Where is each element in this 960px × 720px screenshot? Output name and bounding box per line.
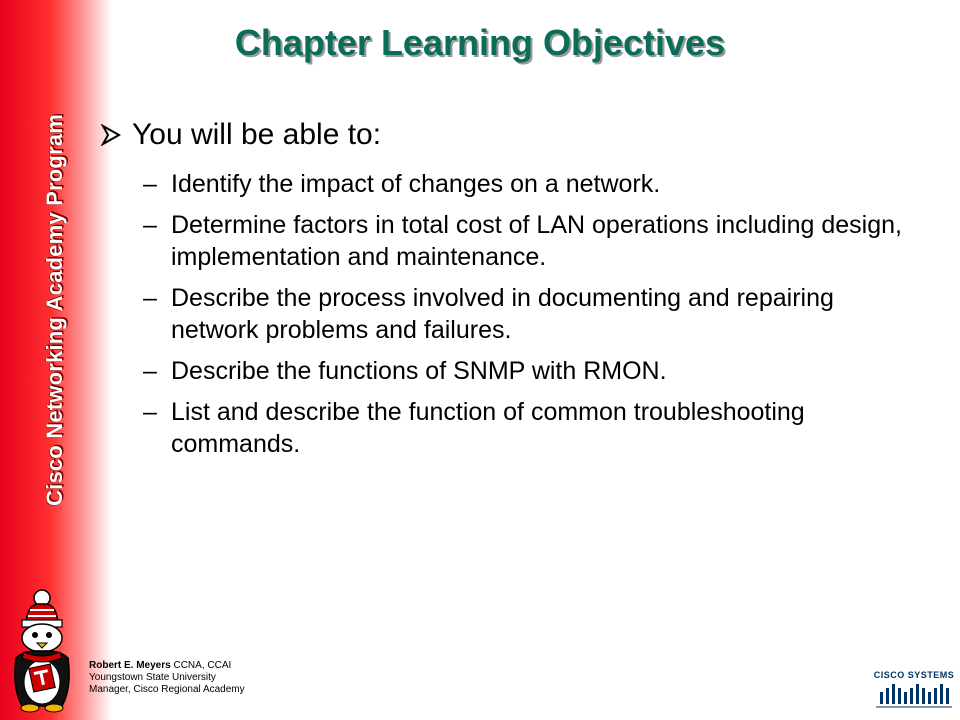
- list-item-text: Describe the functions of SNMP with RMON.: [171, 357, 667, 385]
- credit-line-1: [89, 660, 245, 672]
- main-bullet: [100, 118, 381, 152]
- list-item-text: Describe the process involved in documenting and repairing network problems and failures.: [171, 284, 834, 344]
- author-certs: CCNA, CCAI: [170, 660, 232, 671]
- list-item-text: Determine factors in total cost of LAN operations including design, implementation and maintenance.: [171, 211, 902, 271]
- dash-marker: –: [143, 284, 157, 312]
- dash-marker: –: [143, 398, 157, 426]
- objectives-list: [143, 168, 923, 469]
- author-credits: [89, 660, 245, 696]
- list-item-text: List and describe the function of common troubleshooting commands.: [171, 398, 805, 458]
- cisco-systems-logo-icon: [874, 666, 954, 712]
- dash-marker: –: [143, 357, 157, 385]
- dash-marker: –: [143, 170, 157, 198]
- arrow-bullet-icon: [100, 124, 122, 146]
- slide-title: Chapter Learning Objectives: [234, 22, 726, 63]
- list-item-text: Identify the impact of changes on a network.: [171, 170, 661, 198]
- credit-line-2: Youngstown State University: [89, 672, 216, 683]
- penguin-mascot-icon: [2, 588, 82, 716]
- list-item: [143, 282, 923, 346]
- list-item: [143, 168, 923, 200]
- dash-marker: –: [143, 211, 157, 239]
- main-bullet-text: You will be able to:: [132, 118, 382, 151]
- author-name: Robert E. Meyers: [89, 660, 171, 671]
- list-item: [143, 396, 923, 460]
- list-item: [143, 209, 923, 273]
- svg-text:CISCO SYSTEMS: CISCO SYSTEMS: [874, 670, 954, 680]
- sidebar-program-label: Cisco Networking Academy Program: [42, 114, 67, 506]
- list-item: [143, 355, 923, 387]
- credit-line-3: Manager, Cisco Regional Academy: [89, 684, 245, 695]
